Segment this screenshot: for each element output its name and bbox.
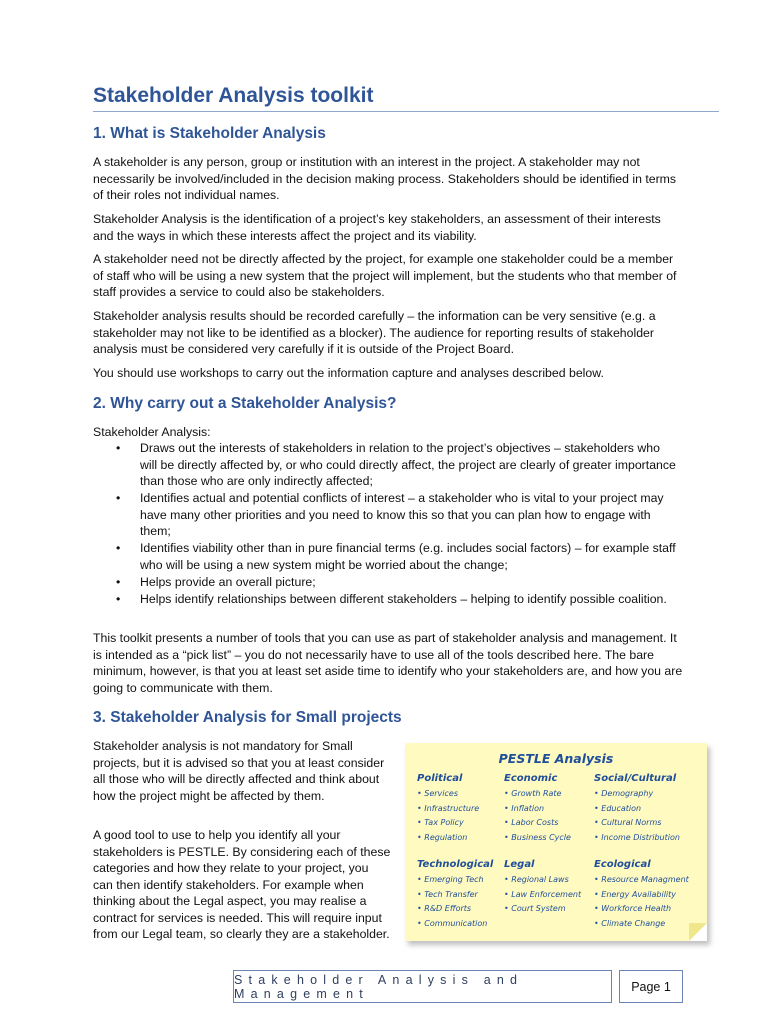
pestle-item: • Emerging Tech — [417, 875, 484, 884]
document-title: Stakeholder Analysis toolkit — [93, 84, 719, 112]
section-1-heading: 1. What is Stakeholder Analysis — [93, 125, 326, 142]
pestle-item: • R&D Efforts — [417, 904, 472, 913]
section-1-paragraph-5: You should use workshops to carry out the information capture and analyses described below. — [93, 366, 604, 380]
pestle-item: • Communication — [417, 918, 488, 928]
section-2-closing: This toolkit presents a number of tools that you can use as part of stakeholder analysis and management. It is intended as a “pick list” – you do not necessarily have to use all of the tools described here. The bare minimum, however, is that you at least set aside time to identify who your stakeholders are, and how you are going to communicate with them. — [93, 631, 683, 695]
section-3-paragraph-2: A good tool to use to help you identify all your stakeholders is PESTLE. By considering each of these categories and how they relate to your project, you can then identify stakeholders. For example when thinking about the Legal aspect, you may realise a contract for services is needed. This will require input from our Legal team, so clearly they are a stakeholder. — [93, 828, 391, 941]
pestle-item: • Resource Managment — [594, 875, 689, 884]
pestle-item: • Energy Availability — [594, 889, 677, 899]
pestle-item: • Labor Costs — [504, 818, 559, 827]
pestle-item: • Infrastructure — [417, 803, 480, 813]
pestle-item: • Tech Transfer — [417, 889, 478, 899]
list-item: • Helps identify relationships between different stakeholders – helping to identify possible coalition. — [116, 591, 667, 606]
section-3-heading: 3. Stakeholder Analysis for Small projects — [93, 709, 402, 726]
section-2-intro: Stakeholder Analysis: — [93, 425, 211, 439]
bullet-icon: • — [116, 541, 121, 555]
pestle-item: • Cultural Norms — [594, 818, 662, 827]
pestle-category-technological: Technological • Emerging Tech • Tech Transfer • R&D Efforts • Communication — [417, 859, 513, 931]
pestle-category-political: Political • Services • Infrastructure • Tax Policy • Regulation — [417, 773, 513, 845]
footer-title: Stakeholder Analysis and Management — [233, 970, 612, 1003]
list-item: • Identifies viability other than in pure financial terms (e.g. includes social factors) – for example staff who will be using a new system might be worried about the change; — [116, 541, 676, 572]
pestle-item: • Law Enforcement — [504, 889, 582, 899]
pestle-category-legal: Legal • Regional Laws • Law Enforcement • Court System — [504, 859, 600, 917]
list-item: • Helps provide an overall picture; — [116, 574, 316, 589]
pestle-item: • Business Cycle — [504, 832, 571, 842]
pestle-category-ecological: Ecological • Resource Managment • Energy Availability • Workforce Health • Climate Change — [594, 859, 690, 931]
section-1-paragraph-1: A stakeholder is any person, group or institution with an interest in the project. A stakeholder may not necessarily be involved/included in the decision making process. Stakeholders should be identified in terms of their roles not individual names. — [93, 155, 677, 202]
pestle-item: • Education — [594, 803, 642, 813]
pestle-item: • Services — [417, 789, 458, 798]
list-item: • Draws out the interests of stakeholders in relation to the project’s objectives – stakeholders who will be directly affected by, or who could directly affect, the project are clearly of greater importance than those who are only indirectly affected; — [116, 441, 676, 488]
pestle-item: • Growth Rate — [504, 789, 562, 798]
section-1-paragraph-3: A stakeholder need not be directly affected by the project, for example one stakeholder could be a member of staff who will be using a new system that the project will implement, but the students who that member of staff provides a service to could also be stakeholders. — [93, 252, 677, 299]
pestle-item: • Court System — [504, 904, 566, 913]
bullet-icon: • — [116, 591, 121, 606]
list-item: • Identifies actual and potential conflicts of interest – a stakeholder who is vital to your project may have many other priorities and you need to know this so that you can plan how to engage with them; — [116, 491, 664, 538]
bullet-icon: • — [116, 574, 121, 589]
page-number: Page 1 — [619, 970, 683, 1003]
pestle-item: • Workforce Health — [594, 904, 672, 913]
pestle-title: PESTLE Analysis — [498, 751, 614, 766]
section-1-paragraph-4: Stakeholder analysis results should be recorded carefully – the information can be very sensitive (e.g. a stakeholder may not like to be identified as a blocker). The audience for reporting results of stakeholder analysis must be considered very carefully if it is outside of the Project Board. — [93, 309, 656, 356]
bullet-icon: • — [116, 491, 121, 505]
section-3-paragraph-1: Stakeholder analysis is not mandatory for Small projects, but it is advised so that you at least consider all those who will be directly affected and think about how the project might be affected by them. — [93, 739, 385, 803]
section-2-bullet-list — [116, 440, 676, 608]
pestle-item: • Climate Change — [594, 918, 666, 928]
pestle-item: • Demography — [594, 789, 654, 798]
pestle-analysis-note — [405, 743, 707, 941]
pestle-item: • Regulation — [417, 832, 468, 842]
section-1-paragraph-2: Stakeholder Analysis is the identification of a project’s key stakeholders, an assessment of their interests and the ways in which these interests affect the project and its viability. — [93, 212, 661, 243]
pestle-item: • Tax Policy — [417, 818, 464, 827]
pestle-category-social-cultural: Social/Cultural • Demography • Education • Cultural Norms • Income Distribution — [594, 773, 690, 845]
pestle-item: • Regional Laws — [504, 875, 569, 884]
section-2-heading: 2. Why carry out a Stakeholder Analysis? — [93, 395, 397, 412]
page-curl-decoration — [689, 923, 707, 941]
pestle-item: • Inflation — [504, 803, 545, 813]
pestle-category-economic: Economic • Growth Rate • Inflation • Labor Costs • Business Cycle — [504, 773, 600, 845]
bullet-icon: • — [116, 441, 121, 455]
pestle-item: • Income Distribution — [594, 832, 680, 842]
